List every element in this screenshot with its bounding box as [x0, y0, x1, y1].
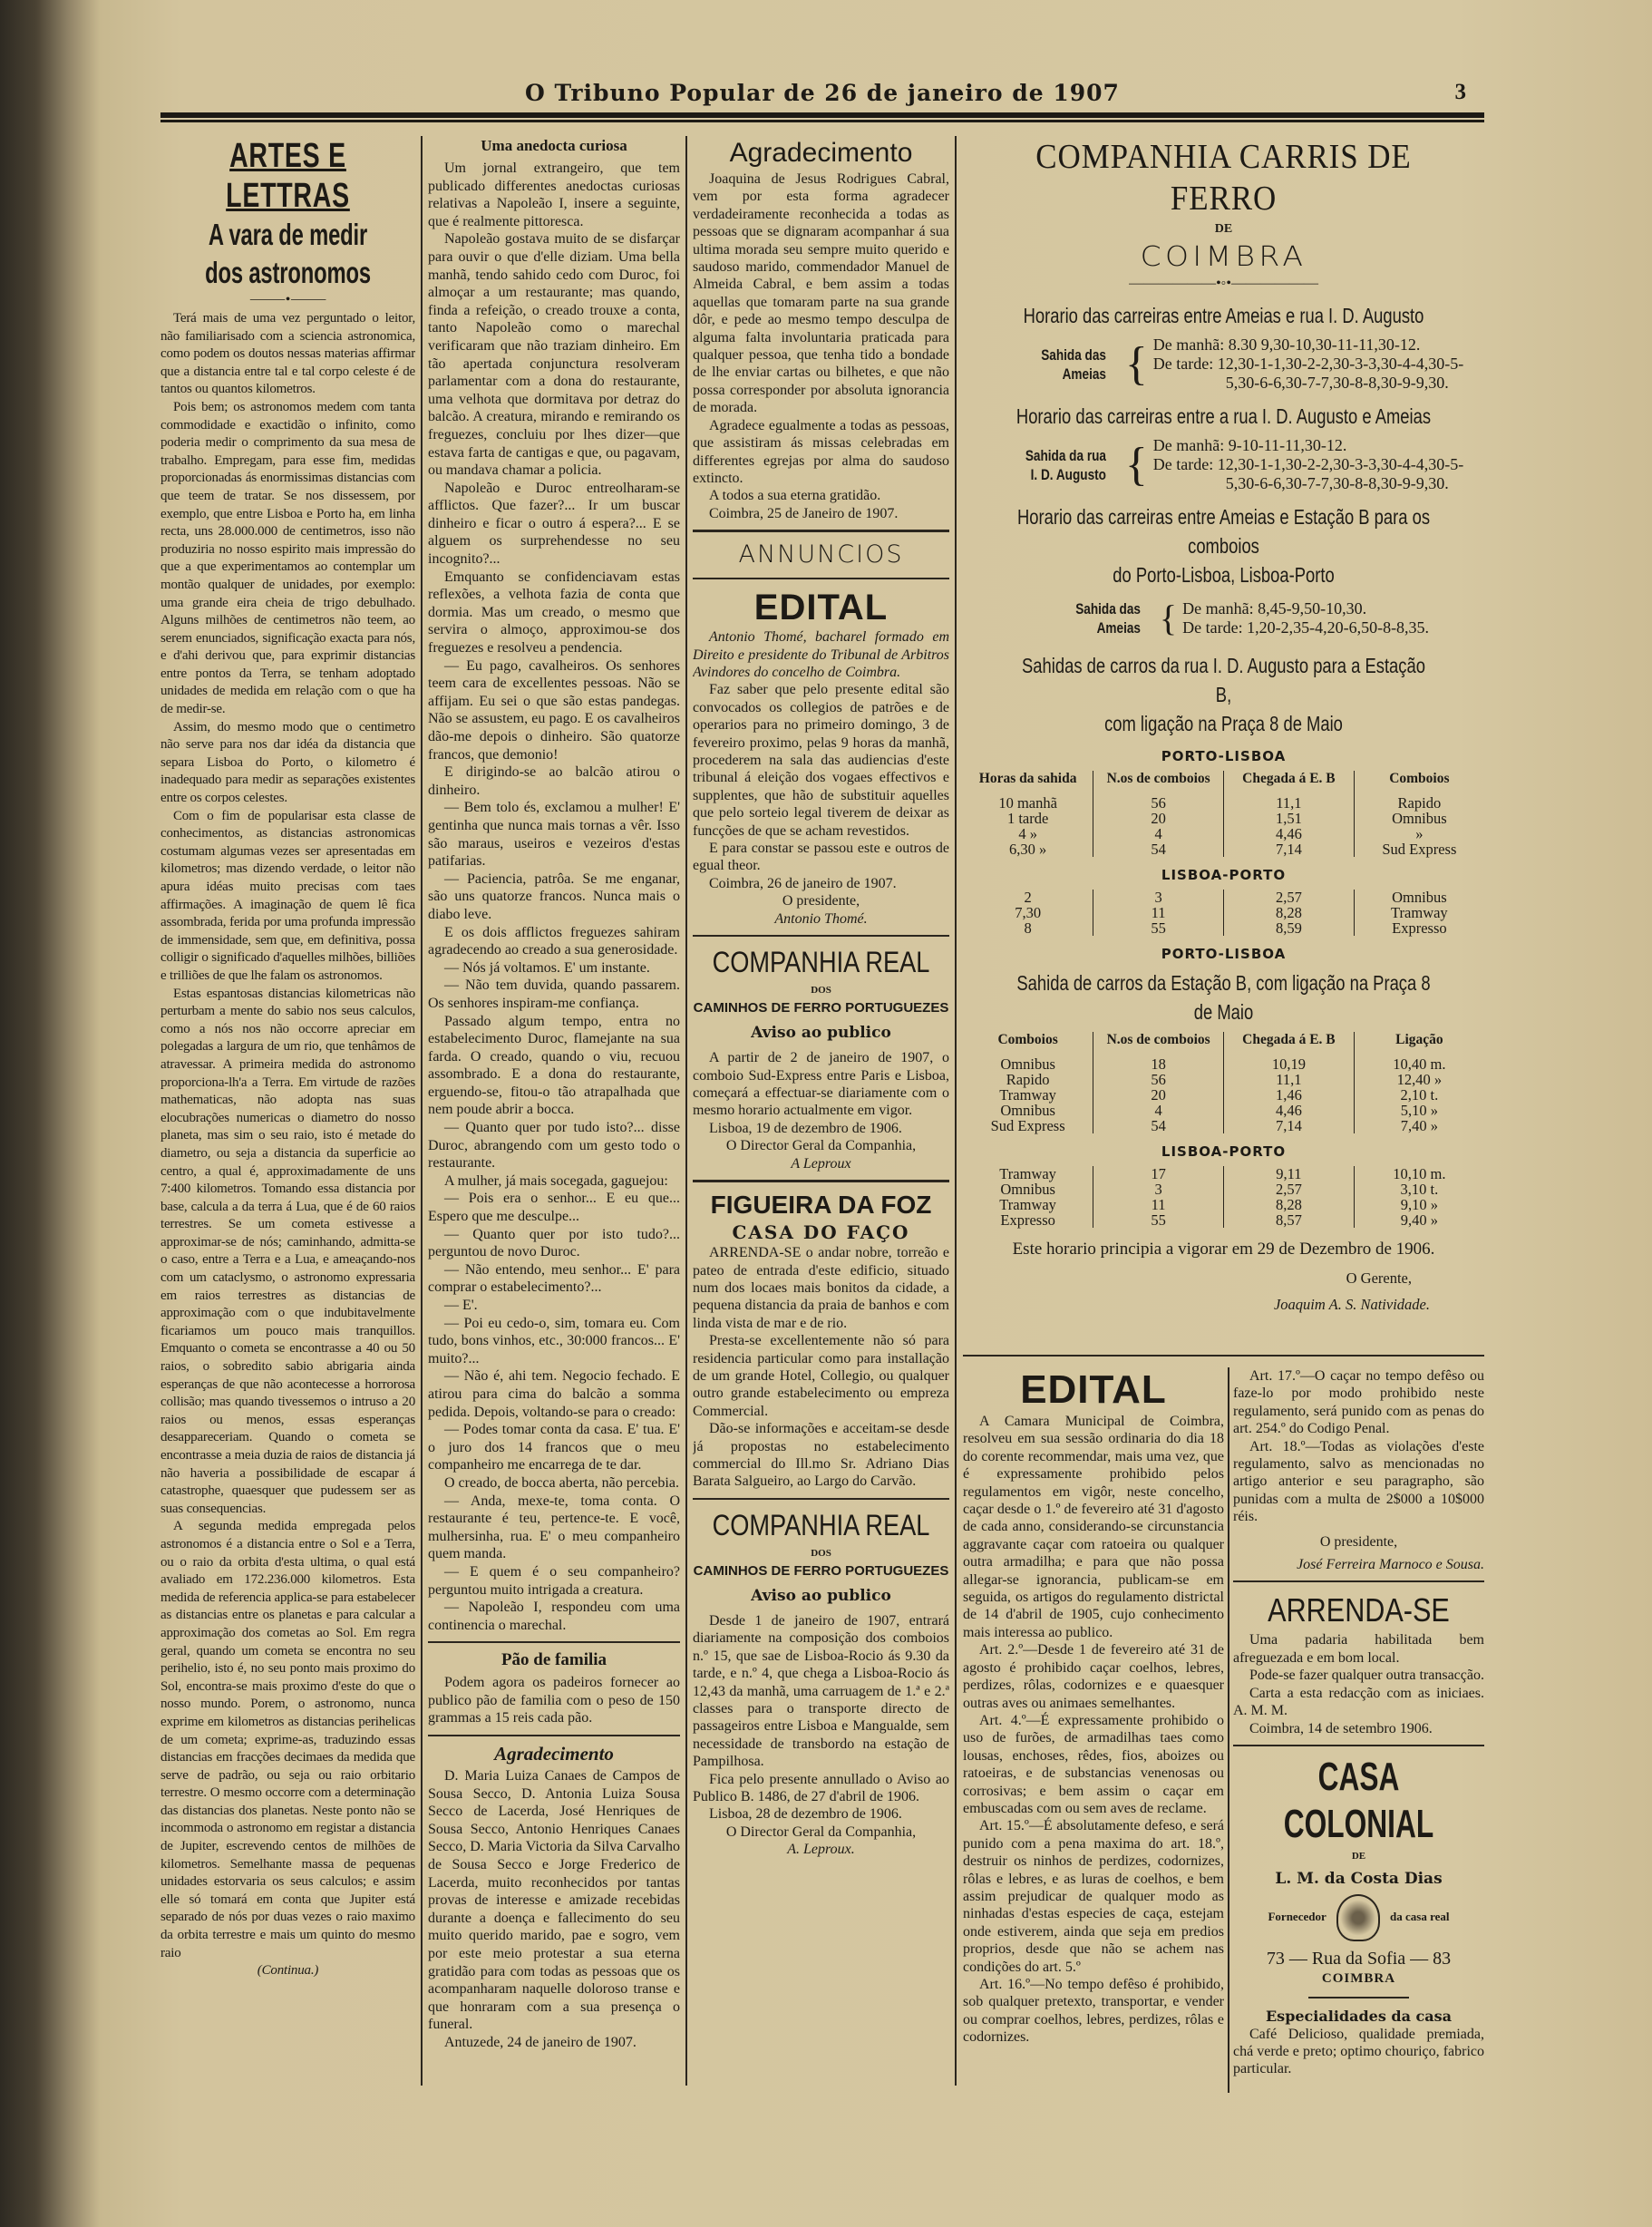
paragraph: Faz saber que pelo presente edital são convocados os collegios de patrões e de operarios para no primeiro domingo, 3 de fevereiro proximo, pelas 9 horas da manhã, procederem na sala das audiencias d'este tribunal á eleição dos vogaes effectivos e supplentes, que hão de substituir aquelles que pelo sorteio legal tiverem de deixar as funcções de que se acham revestidos.	[693, 682, 949, 839]
table-cell: 11,1	[1224, 795, 1355, 811]
schedule-line: 5,30-6-6,30-7-7,30-8-8,30-9-9,30.	[1225, 474, 1449, 492]
table-cell: Omnibus	[1000, 1181, 1055, 1199]
ad-title: CASA COLONIAL	[1283, 1754, 1434, 1846]
paragraph: Art. 16.º—No tempo defêso é prohibido, sob qualquer pretexto, transportar, e vender ou comprar coelhos, lebres, perdizes, rôlas e codornizes.	[963, 1977, 1224, 2046]
masthead-title: O Tribuno Popular de 26 de janeiro de 1907	[525, 80, 1120, 106]
table-cell: 3,10 t.	[1354, 1182, 1484, 1197]
notice-title: Agradecimento	[729, 138, 913, 168]
paragraph: — Não é, ahi tem. Negocio fechado. E atirou para cima do balcão a somma pedida. Depois, voltando-se para o creado:	[428, 1368, 680, 1420]
table-row	[963, 1166, 1484, 1182]
paragraph: Uma padaria habilitada bem afreguezada e em bom local.	[1233, 1632, 1484, 1666]
paragraph: E dirigindo-se ao balcão atirou o dinheiro.	[428, 764, 680, 798]
table-cell: 10 manhã	[998, 794, 1057, 812]
paragraph: Napoleão gostava muito de se disfarçar para ouvir o que d'elle diziam. Uma bella manhã, tendo sahido cedo com Duroc, foi almoçar a um restaurante; mas quando, finda a refeição, o creado trouxe a conta, tanto Napoleão como o marechal verificaram que não traziam dinheiro. Em tão apertada conjunctura resolveram parlamentar com a dona do restaurante, uma velhota que dormitava por detraz do balcão. A creatura, mirando e remirando os freguezes, concluiu por lhes dizer—que estava farta de cantigas e que, ou pagavam, ou mandava chamar a policia.	[428, 231, 680, 479]
company-title: COMPANHIA REAL	[712, 946, 930, 979]
divider	[693, 935, 949, 937]
paragraph: Art. 17.º—O caçar no tempo defêso ou faze-lo por modo prohibido neste regulamento, será punido com as penas do art. 254.º do Codigo Penal.	[1233, 1368, 1484, 1437]
table-cell: 4,46	[1224, 1103, 1355, 1118]
table-cell: 2,57	[1224, 890, 1355, 905]
owner-name: L. M. da Costa Dias	[1275, 1870, 1443, 1889]
table-cell: 4,46	[1224, 826, 1355, 841]
table-cell: 17	[1093, 1166, 1224, 1182]
table-cell: 1,46	[1224, 1087, 1355, 1103]
company-subtitle: CAMINHOS DE FERRO PORTUGUEZES	[693, 1563, 949, 1580]
masthead	[160, 80, 1484, 112]
table-cell: 9,40 »	[1354, 1212, 1484, 1228]
table-row	[963, 1087, 1484, 1103]
table-cell: 10,19	[1224, 1056, 1355, 1072]
table-cell: Rapido	[1006, 1071, 1050, 1089]
route-heading: LISBOA-PORTO	[1161, 1143, 1287, 1161]
divider	[1308, 1997, 1409, 1998]
section-divider	[963, 1355, 1484, 1357]
signature-role: O presidente,	[782, 893, 860, 909]
column-header: Comboios	[997, 1032, 1058, 1048]
table-row	[963, 1182, 1484, 1197]
brace: {	[1159, 598, 1178, 638]
table-cell: 54	[1093, 841, 1224, 857]
signature: José Ferreira Marnoco e Sousa.	[1297, 1557, 1484, 1573]
table-cell: 8,28	[1224, 1197, 1355, 1212]
schedule-line: De manhã: 8,45-9,50-10,30.	[1182, 599, 1367, 618]
table-cell: 6,30 »	[1009, 841, 1047, 859]
paragraph: Joaquina de Jesus Rodrigues Cabral, vem por esta forma agradecer verdadeiramente reconhecida a todas as pessoas que se dignaram acompanhar á sua ultima morada seu sempre muito querido e saudoso marido, commendador Manuel de Almeida Cabral, e bem assim a todas aquellas que tomaram parte na sua grande dôr, e pede ao mesmo tempo desculpa de alguma falta involuntaria praticada para qualquer pessoa, que tenha tido a bondade de lhe enviar cartas ou bilhetes, e que não possa corresponder por absoluta ignorancia de morada.	[693, 171, 949, 416]
paragraph: Dão-se informações e acceitam-se desde já propostas no estabelecimento commercial do Ill.mo Sr. Adriano Dias Barata Salgueiro, ao Largo do Carvão.	[693, 1421, 949, 1490]
table-cell: 20	[1093, 811, 1224, 826]
table-cell: 1,51	[1224, 811, 1355, 826]
paragraph: Um jornal extrangeiro, que tem publicado differentes anedoctas curiosas relativas a Napoleão I, insere a seguinte, que é realmente pittoresca.	[428, 160, 680, 229]
edital-title: EDITAL	[753, 588, 889, 628]
table-row	[963, 826, 1484, 841]
table-cell: 18	[1093, 1056, 1224, 1072]
column-edital-camara	[963, 1367, 1224, 2093]
paragraph: — Eu pago, cavalheiros. Os senhores teem cara de excellentes pessoas. Não se affijam. Eu sei o que são estas pandegas. Não se assustem, eu pago. E os cavalheiros dão-me depois o dinheiro. São quatorze francos, que demonio!	[428, 657, 680, 763]
paragraph: — Napoleão I, respondeu com uma continencia o marechal.	[428, 1600, 680, 1633]
paragraph: Presta-se excellentemente não só para residencia particular como para installação de um grande Hotel, Collegio, ou qualquer outro grande estabelecimento ou empreza Commercial.	[693, 1333, 949, 1419]
royal-seal-icon	[1336, 1894, 1380, 1941]
ad-title: FIGUEIRA DA FOZ	[710, 1191, 932, 1220]
company-title: COMPANHIA REAL	[712, 1508, 930, 1541]
paragraph: — Não entendo, meu senhor... E' para comprar o estabelecimento?...	[428, 1261, 680, 1296]
column-divider	[955, 136, 957, 2086]
ornament: ⸻•⸻	[249, 292, 326, 307]
schedule-heading: com ligação na Praça 8 de Maio	[1104, 712, 1343, 735]
paragraph: — Paciencia, patrôa. Se me enganar, são uns quatorze francos. Nunca mais o diabo leve.	[428, 870, 680, 922]
paragraph: Terá mais de uma vez perguntado o leitor, não familiarisado com a sciencia astronomica, como podem os doutos nessas materias affirmar que a distancia entre tal e tal corpo celeste é de tantos ou quantos kilometros.	[160, 311, 415, 397]
address: 73 — Rua da Sofia — 83	[1266, 1948, 1452, 1969]
table-row	[963, 890, 1484, 905]
company-subtitle: CAMINHOS DE FERRO PORTUGUEZES	[693, 1000, 949, 1016]
column-header: Ligação	[1354, 1032, 1484, 1056]
dateline: Antuzede, 24 de janeiro de 1907.	[444, 2034, 637, 2050]
edital-title: EDITAL	[1020, 1367, 1167, 1412]
divider	[428, 1641, 680, 1643]
paragraph: Art. 15.º—É absolutamente defeso, e será punido com a pena maxima do art. 18.º, destruir os ninhos de perdizes, codornizes, rôlas e lebres, e as luras de coelhos, e bem assim prejudicar de qualquer modo as ninhadas d'estas especies de caça, estejam onde estiverem, ainda que seja em predios proprios, desde que não se achem nas condições do art. 5.º	[963, 1818, 1224, 1975]
ad-de: DE	[1351, 1850, 1366, 1862]
table-cell: 3	[1093, 1182, 1224, 1197]
company-city: COIMBRA	[1140, 241, 1307, 273]
table-cell: 7,14	[1224, 1118, 1355, 1133]
signature-role: O Gerente,	[1346, 1269, 1412, 1288]
table-row	[963, 1118, 1484, 1133]
table-cell: 4	[1093, 1103, 1224, 1118]
table-cell: Expresso	[1354, 920, 1484, 936]
column-divider	[1228, 1367, 1229, 2093]
dateline: Coimbra, 14 de setembro 1906.	[1249, 1720, 1433, 1736]
dateline: Lisboa, 19 de dezembro de 1906.	[709, 1120, 902, 1136]
table-cell: 4 »	[1018, 825, 1037, 843]
notice-title: Pão de familia	[500, 1650, 607, 1670]
paragraph: — Podes tomar conta da casa. E' tua. E' o juro dos 14 francos que o meu companheiro me encarrega de te dar.	[428, 1422, 680, 1473]
signature: A. Leproux.	[787, 1842, 855, 1858]
table-row	[963, 1072, 1484, 1087]
paragraph: — Pois era o senhor... E eu que... Espero que me desculpe...	[428, 1191, 680, 1225]
paragraph: — Poi eu cedo-o, sim, tomara eu. Com tudo, bons vinhos, etc., 30:000 francos... E' muito?...	[428, 1315, 680, 1366]
divider	[693, 1498, 949, 1500]
schedule-line: De tarde: 12,30-1-1,30-2-2,30-3-3,30-4-4,30-5-	[1152, 455, 1464, 473]
table-cell: 2,57	[1224, 1182, 1355, 1197]
paragraph: — E quem é o seu companheiro? perguntou muito intrigada a creatura.	[428, 1563, 680, 1598]
paragraph: — Bem tolo és, exclamou a mulher! E' gentinha que nunca mais tornas a vêr. Isso são maraus, useiros e vezeiros d'estas patifarias.	[428, 800, 680, 870]
table-row	[963, 1197, 1484, 1212]
supplier-label: Fornecedor	[1268, 1909, 1326, 1923]
column-header: Comboios	[1354, 771, 1484, 795]
paragraph: Pois bem; os astronomos medem com tanta commodidade e exactidão o infinito, como poderia medir o comprimento da sua mesa de trabalho. Empregam, para esse fim, medidas proporcionadas ás enormissimas distancias com que teem de tratar. Se nos dissessem, por exemplo, que entre Lisboa e Porto ha, em linha recta, uns 28.000.000 de centimetros, isso não produziria no nosso espirito mais impressão do que a que experimentamos ao contemplar um montão qualquer de unidades, por exemplo: uma grande eira cheia de trigo debulhado. Alguns milhões de centimetros não teem, ao serem enunciados, significação exacta para nós, e d'ahi derivou que, para exprimir distancias entre pontos da Terra, se tenham adoptado unidades de medida em relação com o que ha de medir-se.	[160, 399, 415, 717]
table-cell: Omnibus	[1000, 1055, 1055, 1074]
table-cell: 11	[1093, 1197, 1224, 1212]
schedule-heading: Sahida de carros da Estação B, com ligação na Praça 8 de Maio	[1016, 971, 1431, 1025]
company-dos: DOS	[811, 985, 831, 997]
table-cell: 56	[1093, 795, 1224, 811]
signature: Antonio Thomé.	[774, 910, 868, 927]
article-title: A vara de medir dos astronomos	[205, 218, 371, 289]
table-cell: 12,40 »	[1354, 1072, 1484, 1087]
paragraph: Pode-se fazer qualquer outra transacção.	[1249, 1668, 1484, 1684]
table-cell: Tramway	[999, 1165, 1056, 1183]
schedule-block	[963, 336, 1484, 393]
table-cell: 9,10 »	[1354, 1197, 1484, 1212]
paragraph: Estas espantosas distancias kilometricas não perturbam a mente do sabio nos seus calculos, como a nós nos não occorre apreciar em polegadas a largura de um rio, que tenhâmos de atravessar. A primeira medida do astronomo proporciona-lh'a a Terra. Em virtude de razões mathematicas, não adopta nas suas elocubrações numericas o diametro do nosso planeta, mas sim o seu raio, isto é metade do diametro, ou seja a distancia da superficie ao centro, a qual é, approximadamente de uns 7:400 kilometros. Tomando essa distancia por base, calcula a da terra á Lua, que é de 60 raios terrestres. Se um cometa estivesse a approximar-se de nós; caminhando, admitta-se o caso, entre a Terra e a Lua, e ameaçando-nos com um cataclysmo, o astronomo expressaria em raios terrestres as distancias de approximação com o que indubitavelmente ficariamos um pouco mais tranquillos. Emquanto o cometa se encontrasse a 40 ou 50 raios, o sobredito sabio abrigaria ainda esperanças de que não acontecesse a horrorosa collisão; mas quando tivessemos o intruso a 20 raios ou menos, essas esperanças desappareceriam. Quando o cometa se encontrasse a meia duzia de raios de distancia já não haveria a possibilidade de escapar á catastrophe, quaesquer que pudessem ser as suas consequencias.	[160, 986, 415, 1516]
column-header: N.os de comboios	[1093, 771, 1224, 795]
divider	[1233, 1580, 1484, 1582]
paragraph: Assim, do mesmo modo que o centimetro não serve para nos dar idéa da distancia que separa Lisboa do Porto, o kilometro é inadequado para medir as separações existentes entre os corpos celestes.	[160, 719, 415, 806]
schedule-line: De tarde: 12,30-1-1,30-2-2,30-3-3,30-4-4,30-5-	[1152, 355, 1464, 373]
continued-note: (Continua.)	[257, 1963, 319, 1979]
paragraph: Com o fim de popularisar esta classe de conhecimentos, as distancias astronomicas costumam algumas vezes ser apresentadas em kilometros; mas dizendo verdade, o leitor não apura idéas muito precisas com taes affirmações. A imaginação de quem lê fica assombrada, ferida por uma profunda impressão de immensidade, sem que, em definitiva, possa colligir o significado d'aquelles milhões, billiões e trilliões de que lhe falam os astronomos.	[160, 808, 415, 983]
supplier-label: da casa real	[1390, 1909, 1450, 1923]
schedule-line: De manhã: 8.30 9,30-10,30-11-11,30-12.	[1152, 336, 1421, 354]
column-annuncios	[693, 136, 949, 2086]
table-cell: 7,30	[1015, 904, 1042, 922]
table-row	[963, 1212, 1484, 1228]
paragraph: Agradece egualmente a todas as pessoas, que assistiram ás missas celebradas em differentes egrejas por alma do saudoso extincto.	[693, 417, 949, 486]
notice-title: Aviso ao publico	[751, 1023, 891, 1042]
schedule-heading: do Porto-Lisboa, Lisboa-Porto	[1113, 563, 1335, 587]
notice-title: Aviso ao publico	[751, 1586, 891, 1605]
column-divider	[421, 136, 423, 2086]
table-cell: Expresso	[1000, 1211, 1055, 1230]
table-cell: 10,40 m.	[1354, 1056, 1484, 1072]
paragraph: Art. 2.º—Desde 1 de fevereiro até 31 de agosto é prohibido caçar coelhos, lebres, perdizes, rôlas, codornizes e e quaesquer outras aves ou animaes semelhantes.	[963, 1642, 1224, 1711]
paragraph: Napoleão e Duroc entreolharam-se afflictos. Que fazer?... Ir um buscar dinheiro e ficar o outro á espera?... E se alguem os surprehendesse no seu incognito?...	[428, 480, 680, 568]
table-cell: Tramway	[999, 1086, 1056, 1104]
paragraph: Carta a esta redacção com as iniciaes. A. M. M.	[1233, 1685, 1484, 1719]
table-row	[963, 1103, 1484, 1118]
schedule-label: Sahida das Ameias	[1041, 345, 1106, 383]
schedule-label: I. D. Augusto	[1030, 465, 1106, 483]
route-heading: PORTO-LISBOA	[1161, 748, 1287, 764]
divider	[693, 1180, 949, 1182]
table-row	[963, 1056, 1484, 1072]
route-heading: LISBOA-PORTO	[1161, 867, 1287, 884]
masthead-rule	[160, 112, 1484, 120]
table-cell: Sud Express	[990, 1117, 1065, 1135]
schedule-line: De manhã: 9-10-11-11,30-12.	[1152, 436, 1347, 454]
table-cell: Tramway	[1354, 905, 1484, 920]
table-cell: 8	[1024, 919, 1032, 938]
schedule-label: Sahida da rua	[1025, 446, 1106, 464]
table-cell: 20	[1093, 1087, 1224, 1103]
table-cell: 3	[1093, 890, 1224, 905]
paragraph: Art. 4.º—É expressamente prohibido o uso de furões, de armadilhas taes como lousas, enchoses, rêdes, fios, aboizes ou ratoeiras, e de substancias venenosas ou corrosivas; e bem assim o caçar em embuscadas com ou sem aves de reclame.	[963, 1712, 1224, 1816]
paragraph: A segunda medida empregada pelos astronomos é a distancia entre o Sol e a Terra, ou o raio da orbita d'esta ultima, o qual está avaliado em 172.236.000 kilometros. Esta medida de referencia applica-se para estabelecer as distancias entre os planetas e para calcular a approximação dos cometas ao Sol. Em regra geral, quando um cometa se encontra no seu perihelio, isto é, no seu ponto mais proximo do Sol, encontra-se mais proximo d'este do que o nosso mundo. Porem, o astronomo, nunca exprime em kilometros as distancias perihelicas de um cometa; exprime-as, traduzindo essas distancias em fracções decimaes da medida que serve de padrão, ou seja ou raio orbitario terrestre. O mesmo occorre com a determinação das distancias dos planetas. Neste ponto não se incommoda o astronomo em registar a distancia de Jupiter, escrevendo centos de milhões de kilometros. Semelhante massa de pequenas unidades estorvaria os seus calculos; e assim elle só tomará em conta que Jupiter está separado de nós por duas vezes o raio maximo da orbita terrestre e mais um quinto do mesmo raio	[160, 1519, 415, 1960]
dateline: Lisboa, 28 de dezembro de 1906.	[709, 1806, 902, 1823]
table-row	[963, 811, 1484, 826]
signature-role: O presidente,	[1319, 1533, 1398, 1550]
brace: {	[1124, 337, 1148, 390]
table-cell: 11	[1093, 905, 1224, 920]
table-cell: Omnibus	[1000, 1102, 1055, 1120]
table-row	[963, 841, 1484, 857]
paragraph: A mulher, já mais socegada, gaguejou:	[444, 1172, 668, 1189]
timetable-note: Este horario principia a vigorar em 29 de Dezembro de 1906.	[1012, 1240, 1435, 1259]
table-cell: Tramway	[999, 1196, 1056, 1214]
column-divider	[685, 136, 687, 2086]
divider	[693, 530, 949, 532]
column-anedocta	[428, 136, 680, 2086]
table-cell: 5,10 »	[1354, 1103, 1484, 1118]
paragraph: A todos a sua eterna gratidão.	[709, 488, 881, 504]
brace: {	[1124, 438, 1148, 491]
schedule-line: De tarde: 1,20-2,35-4,20-6,50-8-8,35.	[1182, 618, 1430, 637]
table-cell: 56	[1093, 1072, 1224, 1087]
table-row	[963, 920, 1484, 936]
schedule-heading: Horario das carreiras entre Ameias e rua I. D. Augusto	[1023, 304, 1424, 327]
ornament: ——————•◦•——————	[1129, 276, 1318, 291]
paragraph: — Anda, mexe-te, toma conta. O restaurante é teu, pertence-te. E você, mulhersinha, rua. E' o meu companheiro quem manda.	[428, 1493, 680, 1562]
paragraph: Podem agora os padeiros fornecer ao publico pão de familia com o peso de 150 grammas a 15 reis cada pão.	[428, 1675, 680, 1726]
specialties-title: Especialidades da casa	[1265, 2008, 1453, 2026]
table-cell: Omnibus	[1354, 811, 1484, 826]
paragraph: — Quanto quer por isto tudo?... perguntou de novo Duroc.	[428, 1226, 680, 1260]
table-cell: 2,10 t.	[1354, 1087, 1484, 1103]
paragraph: A partir de 2 de janeiro de 1907, o comboio Sud-Express entre Paris e Lisboa, começará a effectuar-se diariamente com o mesmo horario actualmente em vigor.	[693, 1050, 949, 1119]
ad-title: ARRENDA-SE	[1268, 1591, 1450, 1629]
divider	[428, 1735, 680, 1736]
table-cell: Rapido	[1354, 795, 1484, 811]
notice-title: Agradecimento	[494, 1743, 614, 1765]
section-heading: ARTES E LETTRAS	[226, 137, 350, 215]
ad-subtitle: CASA DO FAÇO	[732, 1221, 910, 1244]
timetable-2-return	[963, 1166, 1484, 1228]
signature-role: O Director Geral da Companhia,	[725, 1823, 917, 1840]
timetable-1-return	[963, 890, 1484, 936]
paragraph: Café Delicioso, qualidade premiada, chá verde e preto; optimo chouriço, fabrico particular.	[1233, 2026, 1484, 2077]
table-cell: 4	[1093, 826, 1224, 841]
table-row	[963, 905, 1484, 920]
paragraph: Passado algum tempo, entra no estabelecimento Duroc, flamejante na sua farda. O creado, quando o viu, recuou assombrado. E a dona do restaurante, erguendo-se, fitou-o tão atrapalhada que nem poude abrir a bocca.	[428, 1013, 680, 1118]
table-cell: 8,59	[1224, 920, 1355, 936]
page-number: 3	[1454, 80, 1466, 104]
carris-timetable	[963, 136, 1484, 1351]
table-cell: 55	[1093, 1212, 1224, 1228]
table-cell: 55	[1093, 920, 1224, 936]
paragraph: E para constar se passou este e outros de egual theor.	[693, 841, 949, 874]
paragraph: — Quanto quer por tudo isto?... disse Duroc, abrangendo com um gesto todo o restaurante.	[428, 1120, 680, 1172]
paragraph: Fica pelo presente annullado o Aviso ao Publico B. 1486, de 27 d'abril de 1906.	[693, 1771, 949, 1805]
schedule-heading: Sahidas de carros da rua I. D. Augusto para a Estação B,	[1022, 654, 1425, 706]
timetable-1	[963, 771, 1484, 857]
paragraph: — E'.	[444, 1298, 478, 1313]
column-header: N.os de comboios	[1093, 1032, 1224, 1056]
paragraph: Emquanto se confidenciavam estas reflexões, a velhota fazia de conta que dormia. Mas um creado, o mesmo que servira o almoço, approximou-se dos freguezes e resolveu a pendencia.	[428, 569, 680, 656]
divider	[1233, 1745, 1484, 1746]
paragraph: D. Maria Luiza Canaes de Campos de Sousa Secco, D. Antonia Luiza Sousa Secco de Lacerda, José Henriques de Sousa Secco, Antonio Henriques Canaes Secco, D. Maria Victoria da Silva Carvalho de Sousa Secco e Jorge Frederico de Lacerda, muito reconhecidos por tantas provas de interesse e amizade recebidas durante a doença e fallecimento do seu muito querido marido, pae e sogro, vem por este meio protestar a sua eterna gratidão para com todas as pessoas que os acompanharam naquelle doloroso transe e que honraram com a sua presença o funeral.	[428, 1768, 680, 2033]
city: COIMBRA	[1321, 1970, 1396, 1986]
timetable-2	[963, 1032, 1484, 1133]
section-heading: ANNUNCIOS	[738, 540, 904, 569]
schedule-label: Sahida das Ameias	[1075, 600, 1141, 637]
column-header: Chegada á E. B	[1224, 1032, 1355, 1056]
table-cell: 2	[1024, 889, 1032, 907]
column-header: Horas da sahida	[978, 771, 1077, 787]
column-header: Chegada á E. B	[1224, 771, 1355, 795]
paragraph: Art. 18.º—Todas as violações d'este regulamento, salvo as mencionadas no artigo anterior e seu paragrapho, são punidas com a multa de 2$000 a 10$000 réis.	[1233, 1438, 1484, 1525]
table-cell: 54	[1093, 1118, 1224, 1133]
paragraph: — Não tem duvida, quando passarem. Os senhores inspiram-me confiança.	[428, 977, 680, 1011]
company-title: COMPANHIA CARRIS DE FERRO	[1035, 138, 1412, 218]
paragraph: A Camara Municipal de Coimbra, resolveu em sua sessão ordinaria do dia 18 do corente recommendar, mais uma vez, que é expressamente prohibido pelos regulamentos em vigôr, neste concelho, caçar desde o 1.º de fevereiro até 31 d'agosto de cada anno, considerando-se circunstancia aggravante caçar com ratoeira ou qualquer outra armadilha; e para que não possa allegar-se ignorancia, publicam-se em seguida, os artigos do regulamento districtal de 14 d'abril de 1905, cujo conhecimento mais interessa ao publico.	[963, 1414, 1224, 1640]
table-cell: 9,11	[1224, 1166, 1355, 1182]
paragraph: O creado, de bocca aberta, não percebia.	[444, 1474, 679, 1491]
column-ads	[1233, 1367, 1484, 2093]
table-cell: Sud Express	[1354, 841, 1484, 857]
paragraph: — Nós já voltamos. E' um instante.	[444, 959, 650, 976]
article-title: Uma anedocta curiosa	[481, 137, 627, 154]
company-dos: DOS	[811, 1547, 831, 1559]
table-cell: 7,14	[1224, 841, 1355, 857]
column-artes-e-lettras	[160, 136, 415, 2212]
table-cell: 8,57	[1224, 1212, 1355, 1228]
table-cell: 10,10 m.	[1354, 1166, 1484, 1182]
dateline: Coimbra, 25 de Janeiro de 1907.	[709, 505, 899, 521]
table-row	[963, 795, 1484, 811]
table-cell: 11,1	[1224, 1072, 1355, 1087]
paragraph: Antonio Thomé, bacharel formado em Direito e presidente do Tribunal de Arbitros Avindores do concelho de Coimbra.	[693, 629, 949, 680]
paragraph: Desde 1 de janeiro de 1907, entrará diariamente na composição dos comboios n.º 15, que sae de Lisboa-Rocio ás 9.30 da tarde, e n.º 4, que chega a Lisboa-Rocio ás 12,43 da manhã, uma carruagem de 1.ª e 2.ª classes para o transporte directo de passageiros entre Lisboa e Mangualde, sem necessidade de transbordo na estação de Pampilhosa.	[693, 1613, 949, 1770]
paragraph: ARRENDA-SE o andar nobre, torreão e pateo de entrada d'este edificio, situado num dos locaes mais bonitos da cidade, a pequena distancia da praia de banhos e com linda vista de mar e de rio.	[693, 1245, 949, 1331]
schedule-block	[963, 595, 1484, 642]
dateline: Coimbra, 26 de janeiro de 1907.	[709, 875, 897, 891]
schedule-heading: Horario das carreiras entre a rua I. D. Augusto e Ameias	[1015, 404, 1432, 428]
table-cell: Omnibus	[1354, 890, 1484, 905]
divider	[693, 578, 949, 579]
route-heading: PORTO-LISBOA	[1161, 946, 1287, 963]
table-cell: 7,40 »	[1354, 1118, 1484, 1133]
schedule-line: 5,30-6-6,30-7-7,30-8-8,30-9-9,30.	[1225, 374, 1449, 392]
schedule-block	[963, 436, 1484, 493]
signature: Joaquim A. S. Natividade.	[1273, 1295, 1430, 1313]
signature: A Leproux	[791, 1155, 851, 1172]
paragraph: E os dois afflictos freguezes sahiram agradecendo ao creado a sua generosidade.	[428, 924, 680, 958]
table-cell: 1 tarde	[1006, 810, 1049, 828]
table-cell: 8,28	[1224, 905, 1355, 920]
schedule-heading: Horario das carreiras entre Ameias e Estação B para os comboios	[1016, 505, 1431, 558]
signature-role: O Director Geral da Companhia,	[725, 1138, 917, 1154]
table-cell: »	[1354, 826, 1484, 841]
company-de: DE	[1214, 222, 1233, 236]
